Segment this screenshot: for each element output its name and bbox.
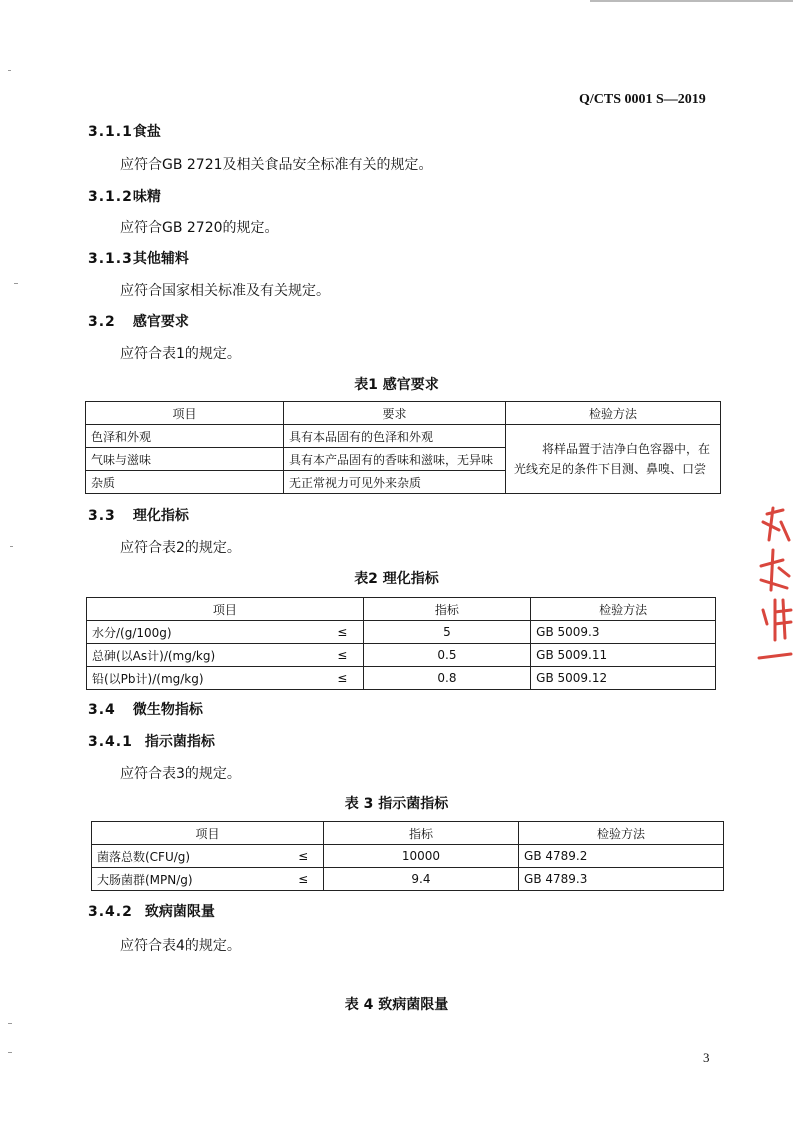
- table-cell: 铅(以Pb计)/(mg/kg): [87, 667, 322, 690]
- section-heading: [88, 731, 215, 751]
- table-cell: 0.5: [363, 644, 530, 667]
- section-number: 3.2: [88, 314, 116, 330]
- indicator-bacteria-table: [91, 821, 724, 891]
- section-heading: [88, 311, 189, 331]
- section-heading: [88, 901, 215, 921]
- scan-speck: [8, 1052, 12, 1053]
- paragraph: 应符合表2的规定。: [120, 540, 241, 556]
- table-row: [87, 644, 716, 667]
- table-cell: 杂质: [86, 471, 284, 494]
- column-header: 项目: [87, 598, 364, 621]
- seal-stamp-fragment: [753, 500, 793, 670]
- section-heading: [88, 121, 161, 141]
- table-cell: 气味与滋味: [86, 448, 284, 471]
- table-row: [87, 667, 716, 690]
- table-cell: 10000: [323, 845, 518, 868]
- paragraph: 应符合表3的规定。: [120, 766, 241, 782]
- scan-top-edge: [590, 0, 793, 2]
- paragraph: 应符合GB 2721及相关食品安全标准有关的规定。: [120, 157, 433, 173]
- leq-symbol: ≤: [322, 644, 363, 667]
- section-title: 致病菌限量: [144, 904, 215, 920]
- table-cell: 具有本品固有的色泽和外观: [284, 425, 506, 448]
- table-title: 表1 感官要求: [354, 377, 439, 393]
- table-cell: GB 5009.11: [531, 644, 716, 667]
- section-number: 3.3: [88, 508, 116, 524]
- table-cell: 无正常视力可见外来杂质: [284, 471, 506, 494]
- paragraph: 应符合表4的规定。: [120, 938, 241, 954]
- table-cell: GB 5009.12: [531, 667, 716, 690]
- paragraph: 应符合GB 2720的规定。: [120, 220, 279, 236]
- column-header: 检验方法: [519, 822, 724, 845]
- table-cell: 水分/(g/100g): [87, 621, 322, 644]
- table-header-row: [86, 402, 721, 425]
- table-cell: GB 4789.3: [519, 868, 724, 891]
- table-row: [92, 868, 724, 891]
- table-title: 表 3 指示菌指标: [344, 796, 449, 812]
- column-header: 检验方法: [506, 402, 721, 425]
- table-row: [86, 425, 721, 448]
- leq-symbol: ≤: [322, 667, 363, 690]
- section-heading: [88, 699, 203, 719]
- column-header: 指标: [323, 822, 518, 845]
- leq-symbol: ≤: [322, 621, 363, 644]
- table-cell: 具有本产品固有的香味和滋味，无异味: [284, 448, 506, 471]
- section-heading: [88, 186, 161, 206]
- table-cell: 9.4: [323, 868, 518, 891]
- section-title: 微生物指标: [132, 702, 203, 718]
- table-cell: 5: [363, 621, 530, 644]
- section-title: 指示菌指标: [144, 734, 215, 750]
- physicochemical-table: [86, 597, 716, 690]
- scan-speck: [8, 70, 11, 71]
- section-title: 其他辅料: [132, 251, 189, 267]
- column-header: 指标: [363, 598, 530, 621]
- table-row: [92, 845, 724, 868]
- section-number: 3.4.2: [88, 904, 133, 920]
- table-cell: GB 5009.3: [531, 621, 716, 644]
- table-header-row: [92, 822, 724, 845]
- stamp-marks: [759, 508, 791, 658]
- table-row: [87, 621, 716, 644]
- section-title: 理化指标: [132, 508, 189, 524]
- section-heading: [88, 505, 189, 525]
- method-cell: 将样品置于洁净白色容器中，在光线充足的条件下目测、鼻嗅、口尝: [506, 425, 721, 494]
- table-header-row: [87, 598, 716, 621]
- scan-speck: [10, 546, 13, 547]
- section-number: 3.1.3: [88, 251, 133, 267]
- section-number: 3.4.1: [88, 734, 133, 750]
- paragraph: 应符合国家相关标准及有关规定。: [120, 283, 330, 299]
- sensory-table: [85, 401, 721, 494]
- table-cell: GB 4789.2: [519, 845, 724, 868]
- column-header: 要求: [284, 402, 506, 425]
- scan-speck: [8, 1023, 12, 1024]
- table-cell: 0.8: [363, 667, 530, 690]
- column-header: 项目: [92, 822, 324, 845]
- section-number: 3.1.2: [88, 189, 133, 205]
- table-cell: 大肠菌群(MPN/g): [92, 868, 284, 891]
- paragraph: 应符合表1的规定。: [120, 346, 241, 362]
- column-header: 检验方法: [531, 598, 716, 621]
- section-number: 3.1.1: [88, 124, 133, 140]
- table-cell: 总砷(以As计)/(mg/kg): [87, 644, 322, 667]
- document-code: Q/CTS 0001 S—2019: [579, 92, 706, 107]
- table-title: 表 4 致病菌限量: [344, 997, 449, 1013]
- section-title: 味精: [132, 189, 161, 205]
- page-number: 3: [703, 1050, 710, 1065]
- scan-speck: [14, 283, 18, 284]
- leq-symbol: ≤: [283, 845, 323, 868]
- section-number: 3.4: [88, 702, 116, 718]
- leq-symbol: ≤: [283, 868, 323, 891]
- table-cell: 菌落总数(CFU/g): [92, 845, 284, 868]
- column-header: 项目: [86, 402, 284, 425]
- section-title: 食盐: [132, 124, 161, 140]
- table-title: 表2 理化指标: [354, 571, 439, 587]
- section-title: 感官要求: [132, 314, 189, 330]
- table-cell: 色泽和外观: [86, 425, 284, 448]
- section-heading: [88, 248, 189, 268]
